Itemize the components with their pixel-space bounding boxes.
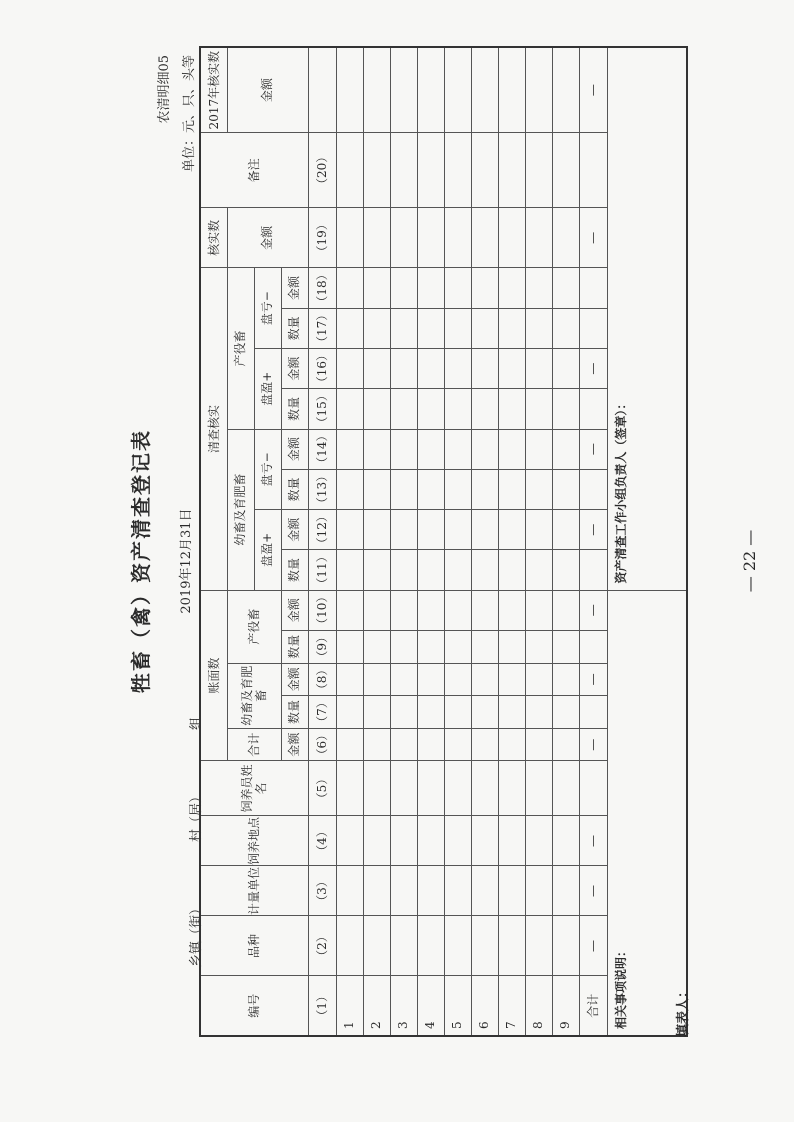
- data-cell[interactable]: [498, 268, 525, 308]
- data-cell[interactable]: [336, 429, 363, 469]
- total-cell[interactable]: [579, 208, 607, 268]
- row-number: 3: [390, 976, 417, 1036]
- data-cell[interactable]: [336, 761, 363, 816]
- data-cell[interactable]: [552, 389, 579, 429]
- data-cell[interactable]: [417, 510, 444, 550]
- column-code: （17）: [308, 308, 336, 348]
- data-cell[interactable]: [471, 268, 498, 308]
- data-cell[interactable]: [525, 816, 552, 866]
- column-code: （18）: [308, 268, 336, 308]
- data-cell[interactable]: [390, 268, 417, 308]
- data-cell[interactable]: [471, 348, 498, 388]
- data-cell[interactable]: [390, 550, 417, 590]
- township-label: 乡镇（街）: [189, 901, 204, 967]
- data-cell[interactable]: [498, 728, 525, 761]
- column-code: （4）: [308, 816, 336, 866]
- data-cell[interactable]: [336, 696, 363, 729]
- data-cell[interactable]: [390, 630, 417, 663]
- column-code: （20）: [308, 133, 336, 208]
- data-cell[interactable]: [336, 816, 363, 866]
- data-cell[interactable]: [336, 590, 363, 630]
- dash-mark: —: [585, 738, 600, 751]
- header-surplus-productive: 盘盈+: [254, 348, 281, 429]
- data-cell[interactable]: [444, 728, 471, 761]
- header-deficit-young: 盘亏−: [254, 429, 281, 510]
- total-cell[interactable]: [579, 696, 607, 729]
- data-cell[interactable]: [444, 761, 471, 816]
- header-qty-11: 数量: [281, 308, 308, 348]
- column-code: （5）: [308, 761, 336, 816]
- data-cell[interactable]: [336, 510, 363, 550]
- data-cell[interactable]: [498, 308, 525, 348]
- data-cell[interactable]: [390, 866, 417, 916]
- data-cell[interactable]: [363, 630, 390, 663]
- header-book: 账面数: [200, 590, 227, 761]
- data-cell[interactable]: [363, 469, 390, 509]
- data-cell[interactable]: [525, 728, 552, 761]
- data-cell[interactable]: [471, 429, 498, 469]
- data-cell[interactable]: [552, 348, 579, 388]
- data-cell[interactable]: [525, 550, 552, 590]
- column-code: （7）: [308, 696, 336, 729]
- data-cell[interactable]: [471, 208, 498, 268]
- form-title: 牲畜（禽）资产清查登记表: [129, 429, 153, 693]
- dash-mark: —: [585, 940, 600, 952]
- data-cell[interactable]: [363, 696, 390, 729]
- data-cell[interactable]: [552, 816, 579, 866]
- column-code-row: [308, 47, 336, 1036]
- data-cell[interactable]: [471, 696, 498, 729]
- dash-mark: —: [585, 885, 600, 897]
- header-total: 合计: [227, 728, 281, 761]
- data-cell[interactable]: [336, 663, 363, 696]
- header-qty-1: 数量: [281, 696, 308, 729]
- data-cell[interactable]: [363, 308, 390, 348]
- data-cell[interactable]: [336, 866, 363, 916]
- data-cell[interactable]: [498, 429, 525, 469]
- data-cell[interactable]: [444, 429, 471, 469]
- group-label: 组: [189, 716, 204, 730]
- data-cell[interactable]: [498, 916, 525, 976]
- data-cell[interactable]: [444, 696, 471, 729]
- data-cell[interactable]: [444, 510, 471, 550]
- total-cell[interactable]: [579, 510, 607, 550]
- data-cell[interactable]: [363, 429, 390, 469]
- data-cell[interactable]: [417, 816, 444, 866]
- data-cell[interactable]: [444, 590, 471, 630]
- data-cell[interactable]: [498, 469, 525, 509]
- data-cell[interactable]: [363, 348, 390, 388]
- table-row: [363, 47, 390, 1036]
- data-cell[interactable]: [498, 510, 525, 550]
- column-code: （6）: [308, 728, 336, 761]
- data-cell[interactable]: [417, 47, 444, 133]
- header-amount-12: 金额: [281, 268, 308, 308]
- data-cell[interactable]: [390, 590, 417, 630]
- header-amount-4: 金额: [281, 590, 308, 630]
- table-row: [390, 47, 417, 1036]
- data-cell[interactable]: [363, 208, 390, 268]
- total-label: 合计: [579, 976, 607, 1036]
- data-cell[interactable]: [390, 916, 417, 976]
- total-cell[interactable]: [579, 348, 607, 388]
- data-cell[interactable]: [336, 389, 363, 429]
- row-number: 1: [336, 976, 363, 1036]
- data-cell[interactable]: [552, 510, 579, 550]
- dash-mark: —: [585, 84, 600, 97]
- total-cell[interactable]: [579, 916, 607, 976]
- total-cell[interactable]: [579, 866, 607, 916]
- dash-mark: —: [585, 835, 600, 847]
- data-cell[interactable]: [390, 816, 417, 866]
- data-cell[interactable]: [363, 728, 390, 761]
- total-cell[interactable]: [579, 47, 607, 133]
- table-row: [444, 47, 471, 1036]
- data-cell[interactable]: [336, 208, 363, 268]
- data-cell[interactable]: [471, 816, 498, 866]
- data-cell[interactable]: [390, 429, 417, 469]
- data-cell[interactable]: [471, 761, 498, 816]
- data-cell[interactable]: [363, 663, 390, 696]
- dash-mark: —: [585, 673, 600, 686]
- header-verified-amount: 金额: [227, 208, 308, 268]
- data-cell[interactable]: [390, 469, 417, 509]
- data-cell[interactable]: [525, 696, 552, 729]
- data-cell[interactable]: [444, 866, 471, 916]
- row-number: 2: [363, 976, 390, 1036]
- data-cell[interactable]: [525, 630, 552, 663]
- data-cell[interactable]: [444, 389, 471, 429]
- column-code: （19）: [308, 208, 336, 268]
- data-cell[interactable]: [444, 630, 471, 663]
- column-code: （13）: [308, 469, 336, 509]
- data-cell[interactable]: [525, 308, 552, 348]
- data-cell[interactable]: [498, 47, 525, 133]
- data-cell[interactable]: [552, 133, 579, 208]
- data-cell[interactable]: [444, 916, 471, 976]
- data-cell[interactable]: [336, 308, 363, 348]
- page-number: — 22 —: [740, 529, 759, 593]
- data-cell[interactable]: [552, 268, 579, 308]
- data-cell[interactable]: [552, 47, 579, 133]
- data-cell[interactable]: [336, 728, 363, 761]
- data-cell[interactable]: [498, 630, 525, 663]
- dash-mark: —: [585, 443, 600, 456]
- row-number: 9: [552, 976, 579, 1036]
- dash-mark: —: [585, 604, 600, 617]
- total-cell[interactable]: [579, 728, 607, 761]
- dash-mark: —: [585, 362, 600, 375]
- data-cell[interactable]: [444, 47, 471, 133]
- data-cell[interactable]: [552, 630, 579, 663]
- table-row: [336, 47, 363, 1036]
- header-verified: 核实数: [200, 208, 227, 268]
- header-amount-6: 金额: [281, 510, 308, 550]
- data-cell[interactable]: [336, 268, 363, 308]
- data-cell[interactable]: [444, 308, 471, 348]
- column-code: （10）: [308, 590, 336, 630]
- data-cell[interactable]: [525, 268, 552, 308]
- total-cell[interactable]: [579, 133, 607, 208]
- header-keeper: 饲养员姓名: [200, 761, 308, 816]
- total-cell[interactable]: [579, 550, 607, 590]
- header-variety: 品种: [200, 916, 308, 976]
- header-2017-amount: 金额: [227, 47, 308, 133]
- data-cell[interactable]: [471, 663, 498, 696]
- data-cell[interactable]: [417, 208, 444, 268]
- data-cell[interactable]: [498, 761, 525, 816]
- data-cell[interactable]: [390, 308, 417, 348]
- data-cell[interactable]: [471, 133, 498, 208]
- data-cell[interactable]: [552, 663, 579, 696]
- data-cell[interactable]: [363, 47, 390, 133]
- header-verify-young: 幼畜及育肥畜: [227, 429, 254, 590]
- header-remark: 备注: [200, 133, 308, 208]
- header-productive: 产役畜: [227, 590, 281, 663]
- header-verify-productive: 产役畜: [227, 268, 254, 429]
- column-code: （9）: [308, 630, 336, 663]
- data-cell[interactable]: [417, 389, 444, 429]
- header-qty-9: 数量: [281, 389, 308, 429]
- row-number: 7: [498, 976, 525, 1036]
- data-cell[interactable]: [525, 761, 552, 816]
- data-cell[interactable]: [498, 696, 525, 729]
- data-cell[interactable]: [417, 429, 444, 469]
- data-cell[interactable]: [444, 550, 471, 590]
- header-qty-7: 数量: [281, 469, 308, 509]
- table-row: [471, 47, 498, 1036]
- total-cell[interactable]: [579, 268, 607, 308]
- column-code: （14）: [308, 429, 336, 469]
- data-cell[interactable]: [417, 590, 444, 630]
- data-cell[interactable]: [498, 663, 525, 696]
- asset-table: [199, 46, 688, 1037]
- data-cell[interactable]: [417, 308, 444, 348]
- total-cell[interactable]: [579, 630, 607, 663]
- data-cell[interactable]: [552, 550, 579, 590]
- data-cell[interactable]: [552, 469, 579, 509]
- total-cell[interactable]: [579, 469, 607, 509]
- data-cell[interactable]: [363, 590, 390, 630]
- data-cell[interactable]: [336, 916, 363, 976]
- dash-mark: —: [585, 231, 600, 244]
- data-cell[interactable]: [390, 208, 417, 268]
- total-cell[interactable]: [579, 761, 607, 816]
- data-cell[interactable]: [471, 866, 498, 916]
- data-cell[interactable]: [552, 761, 579, 816]
- data-cell[interactable]: [390, 510, 417, 550]
- header-place: 饲养地点: [200, 816, 308, 866]
- data-cell[interactable]: [417, 469, 444, 509]
- village-label: 村（居）: [189, 789, 204, 842]
- column-code: （3）: [308, 866, 336, 916]
- data-cell[interactable]: [471, 728, 498, 761]
- data-cell[interactable]: [498, 133, 525, 208]
- column-code: （11）: [308, 550, 336, 590]
- data-cell[interactable]: [417, 348, 444, 388]
- data-cell[interactable]: [417, 630, 444, 663]
- data-cell[interactable]: [336, 469, 363, 509]
- data-cell[interactable]: [525, 866, 552, 916]
- total-cell[interactable]: [579, 590, 607, 630]
- data-cell[interactable]: [336, 348, 363, 388]
- data-cell[interactable]: [363, 916, 390, 976]
- table-row: [525, 47, 552, 1036]
- form-date: 2019年12月31日: [179, 508, 194, 614]
- header-deficit-productive: 盘亏−: [254, 268, 281, 349]
- data-cell[interactable]: [363, 133, 390, 208]
- data-cell[interactable]: [471, 550, 498, 590]
- data-cell[interactable]: [471, 916, 498, 976]
- data-cell[interactable]: [498, 866, 525, 916]
- data-cell[interactable]: [525, 133, 552, 208]
- data-cell[interactable]: [417, 133, 444, 208]
- data-cell[interactable]: [444, 208, 471, 268]
- dash-mark: —: [585, 523, 600, 536]
- column-code: （16）: [308, 348, 336, 388]
- data-cell[interactable]: [390, 761, 417, 816]
- header-verify: 清查核实: [200, 268, 227, 590]
- data-cell[interactable]: [525, 208, 552, 268]
- data-cell[interactable]: [363, 816, 390, 866]
- data-cell[interactable]: [552, 696, 579, 729]
- data-cell[interactable]: [525, 510, 552, 550]
- total-cell[interactable]: [579, 429, 607, 469]
- row-number: 8: [525, 976, 552, 1036]
- leader-signature-label: 资产清查工作小组负责人（签章）：: [607, 47, 687, 590]
- header-young: 幼畜及育肥畜: [227, 663, 281, 728]
- data-cell[interactable]: [363, 550, 390, 590]
- data-cell[interactable]: [417, 663, 444, 696]
- data-cell[interactable]: [444, 133, 471, 208]
- column-code: （2）: [308, 916, 336, 976]
- data-cell[interactable]: [498, 550, 525, 590]
- data-cell[interactable]: [417, 916, 444, 976]
- table-row: [552, 47, 579, 1036]
- data-cell[interactable]: [525, 429, 552, 469]
- data-cell[interactable]: [363, 268, 390, 308]
- data-cell[interactable]: [390, 728, 417, 761]
- data-cell[interactable]: [552, 208, 579, 268]
- data-cell[interactable]: [498, 590, 525, 630]
- data-cell[interactable]: [498, 348, 525, 388]
- data-cell[interactable]: [336, 47, 363, 133]
- header-qty-3: 数量: [281, 630, 308, 663]
- data-cell[interactable]: [417, 696, 444, 729]
- data-cell[interactable]: [363, 866, 390, 916]
- data-cell[interactable]: [471, 630, 498, 663]
- data-cell[interactable]: [471, 590, 498, 630]
- data-cell[interactable]: [444, 469, 471, 509]
- signature-row: [607, 47, 687, 1036]
- table-row: [417, 47, 444, 1036]
- data-cell[interactable]: [390, 133, 417, 208]
- data-cell[interactable]: [525, 916, 552, 976]
- total-cell[interactable]: [579, 389, 607, 429]
- data-cell[interactable]: [390, 348, 417, 388]
- data-cell[interactable]: [552, 429, 579, 469]
- data-cell[interactable]: [336, 550, 363, 590]
- data-cell[interactable]: [417, 550, 444, 590]
- data-cell[interactable]: [444, 816, 471, 866]
- data-cell[interactable]: [363, 761, 390, 816]
- data-cell[interactable]: [471, 510, 498, 550]
- row-number: 6: [471, 976, 498, 1036]
- header-unit: 计量单位: [200, 866, 308, 916]
- header-2017: 2017年核实数: [200, 47, 227, 133]
- header-no: 编号: [200, 976, 308, 1036]
- data-cell[interactable]: [525, 47, 552, 133]
- data-cell[interactable]: [552, 308, 579, 348]
- data-cell[interactable]: [417, 728, 444, 761]
- data-cell[interactable]: [525, 590, 552, 630]
- data-cell[interactable]: [363, 510, 390, 550]
- data-cell[interactable]: [417, 761, 444, 816]
- total-cell[interactable]: [579, 816, 607, 866]
- data-cell[interactable]: [390, 696, 417, 729]
- data-cell[interactable]: [552, 866, 579, 916]
- data-cell[interactable]: [390, 47, 417, 133]
- header-amount-2: 金额: [281, 663, 308, 696]
- header-amount-0: 金额: [281, 728, 308, 761]
- data-cell[interactable]: [390, 663, 417, 696]
- data-cell[interactable]: [444, 663, 471, 696]
- row-number: 4: [417, 976, 444, 1036]
- data-cell[interactable]: [336, 630, 363, 663]
- column-code: （12）: [308, 510, 336, 550]
- column-code: （8）: [308, 663, 336, 696]
- filler-label: 填表人：: [676, 984, 691, 1037]
- data-cell[interactable]: [498, 208, 525, 268]
- data-cell[interactable]: [390, 389, 417, 429]
- data-cell[interactable]: [498, 816, 525, 866]
- data-cell[interactable]: [417, 866, 444, 916]
- column-code: （15）: [308, 389, 336, 429]
- data-cell[interactable]: [417, 268, 444, 308]
- total-cell[interactable]: [579, 663, 607, 696]
- data-cell[interactable]: [552, 590, 579, 630]
- data-cell[interactable]: [444, 268, 471, 308]
- data-cell[interactable]: [525, 348, 552, 388]
- notes-label: 相关事项说明：: [607, 590, 687, 1036]
- header-qty-5: 数量: [281, 550, 308, 590]
- data-cell[interactable]: [471, 389, 498, 429]
- row-number: 5: [444, 976, 471, 1036]
- data-cell[interactable]: [471, 308, 498, 348]
- data-cell[interactable]: [336, 133, 363, 208]
- data-cell[interactable]: [471, 469, 498, 509]
- table-row: [498, 47, 525, 1036]
- total-cell[interactable]: [579, 308, 607, 348]
- total-row: [579, 47, 607, 1036]
- unit-note: 单位：元、只、头等: [182, 55, 197, 173]
- data-cell[interactable]: [363, 389, 390, 429]
- header-amount-8: 金额: [281, 429, 308, 469]
- data-cell[interactable]: [471, 47, 498, 133]
- data-cell[interactable]: [525, 469, 552, 509]
- header-amount-10: 金额: [281, 348, 308, 388]
- data-cell[interactable]: [525, 389, 552, 429]
- header-surplus-young: 盘盈+: [254, 510, 281, 591]
- form-number: 农清明细05: [157, 55, 172, 124]
- data-cell[interactable]: [552, 728, 579, 761]
- data-cell[interactable]: [498, 389, 525, 429]
- column-code: （1）: [308, 976, 336, 1036]
- data-cell[interactable]: [552, 916, 579, 976]
- data-cell[interactable]: [525, 663, 552, 696]
- data-cell[interactable]: [444, 348, 471, 388]
